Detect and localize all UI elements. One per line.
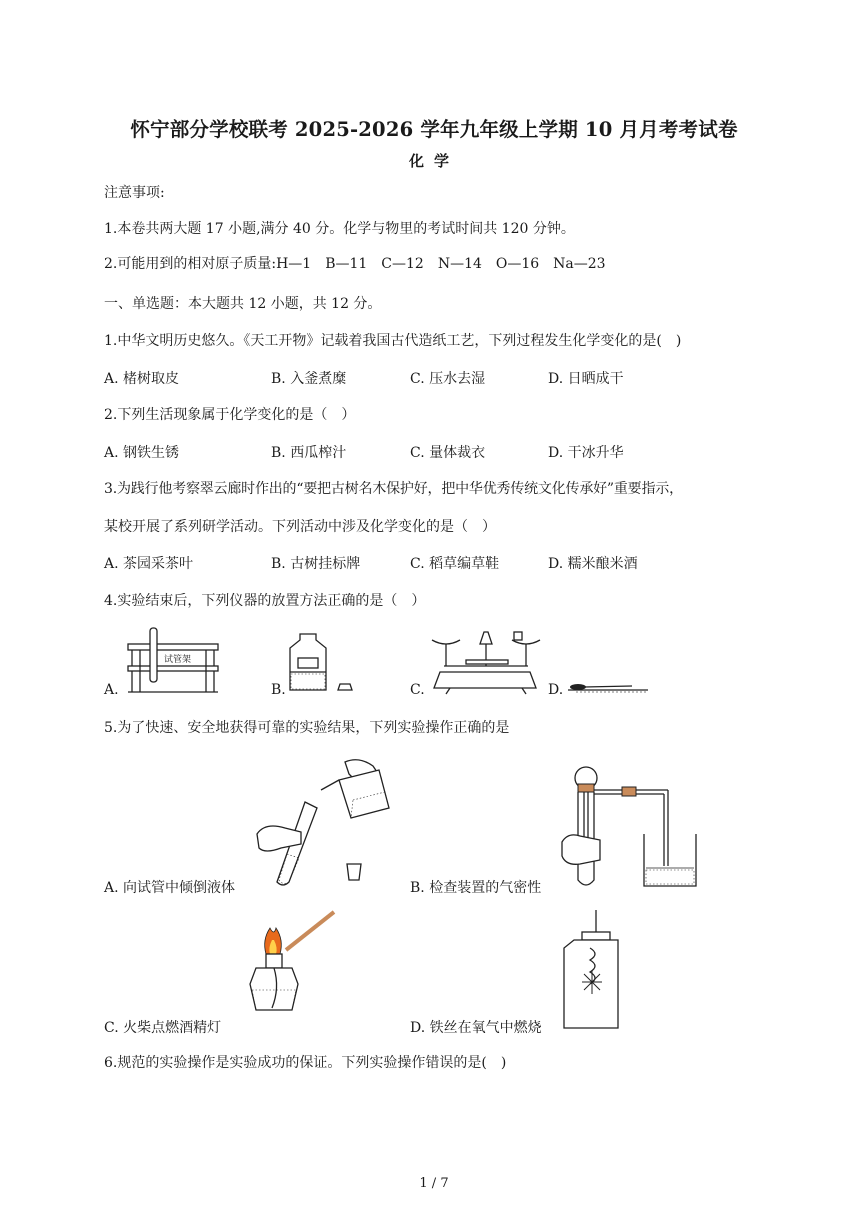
question-4-stem: 4.实验结束后，下列仪器的放置方法正确的是（ ） bbox=[104, 593, 426, 609]
subject-title: 化学 bbox=[408, 152, 459, 170]
question-3-stem-1: 3.为践行他考察翠云廊时作出的“要把古树名木保护好，把中华优秀传统文化传承好”重要指示， bbox=[104, 481, 683, 497]
exam-title: 怀宁部分学校联考 2025-2026 学年九年级上学期 10 月月考考试卷 bbox=[130, 118, 738, 141]
notes-line-1: 1.本卷共两大题 17 小题,满分 40 分。化学与物里的考试时间共 120 分钟。 bbox=[104, 221, 575, 237]
dropper-figure bbox=[566, 680, 650, 694]
q5-option-d: D. 铁丝在氧气中燃烧 bbox=[410, 1020, 542, 1036]
rack-label: 试管架 bbox=[164, 655, 192, 665]
iron-wire-burning-figure bbox=[560, 908, 620, 1032]
test-tube-rack-figure bbox=[122, 620, 222, 696]
page-number: 1 / 7 bbox=[419, 1176, 449, 1191]
q3-option-b: B. 古树挂标牌 bbox=[271, 556, 361, 572]
question-6-stem: 6.规范的实验操作是实验成功的保证。下列实验操作错误的是( ) bbox=[104, 1055, 507, 1071]
q2-option-c: C. 量体裁衣 bbox=[410, 445, 486, 461]
q4-option-c: C. bbox=[410, 682, 425, 698]
q5-option-c: C. 火柴点燃酒精灯 bbox=[104, 1020, 222, 1036]
notes-line-2: 2.可能用到的相对原子质量:H—1 B—11 C—12 N—14 O—16 Na—23 bbox=[104, 256, 606, 272]
q1-option-a: A. 楮树取皮 bbox=[104, 371, 180, 387]
pouring-liquid-figure bbox=[255, 752, 395, 892]
q1-option-b: B. 入釜煮糜 bbox=[271, 371, 347, 387]
question-3-stem-2: 某校开展了系列研学活动。下列活动中涉及化学变化的是（ ） bbox=[104, 519, 496, 535]
q4-option-a: A. bbox=[104, 682, 119, 698]
q5-option-a: A. 向试管中倾倒液体 bbox=[104, 880, 236, 896]
reagent-bottle-figure bbox=[286, 626, 366, 694]
q2-option-a: A. 钢铁生锈 bbox=[104, 445, 180, 461]
q4-option-b: B. bbox=[271, 682, 286, 698]
balance-figure bbox=[430, 626, 542, 696]
q2-option-d: D. 干冰升华 bbox=[548, 445, 624, 461]
question-1-stem: 1.中华文明历史悠久。《天工开物》记载着我国古代造纸工艺，下列过程发生化学变化的是( ) bbox=[104, 333, 682, 349]
q3-option-c: C. 稻草编草鞋 bbox=[410, 556, 500, 572]
q2-option-b: B. 西瓜榨汁 bbox=[271, 445, 347, 461]
q1-option-c: C. 压水去湿 bbox=[410, 371, 486, 387]
q5-option-b: B. 检查装置的气密性 bbox=[410, 880, 542, 896]
q3-option-a: A. 茶园采茶叶 bbox=[104, 556, 194, 572]
q4-option-d: D. bbox=[548, 682, 564, 698]
airtightness-check-figure bbox=[560, 756, 702, 896]
question-2-stem: 2.下列生活现象属于化学变化的是（ ） bbox=[104, 407, 356, 423]
question-5-stem: 5.为了快速、安全地获得可靠的实验结果，下列实验操作正确的是 bbox=[104, 720, 510, 736]
section-title: 一、单选题：本大题共 12 小题，共 12 分。 bbox=[104, 296, 382, 312]
q3-option-d: D. 糯米酿米酒 bbox=[548, 556, 638, 572]
q1-option-d: D. 日晒成干 bbox=[548, 371, 624, 387]
alcohol-lamp-figure bbox=[236, 910, 346, 1030]
notes-heading: 注意事项: bbox=[104, 185, 165, 201]
